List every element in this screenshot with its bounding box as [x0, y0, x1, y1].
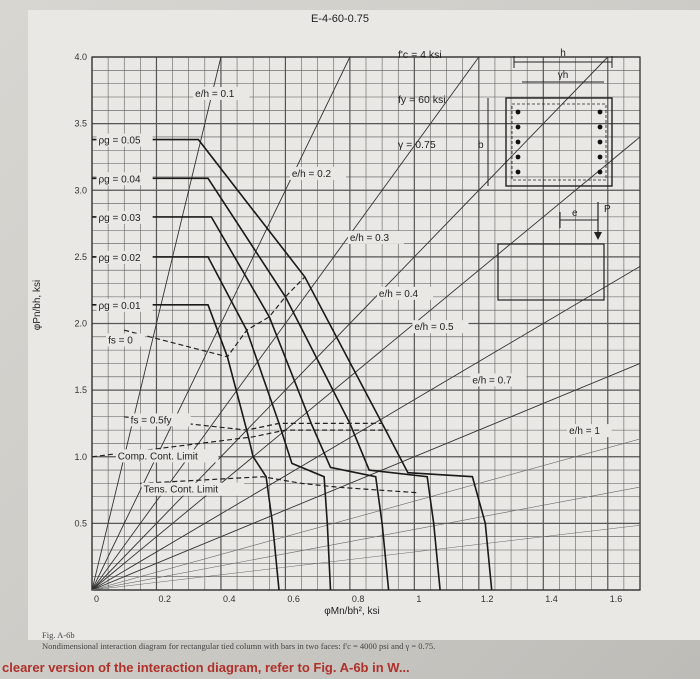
- rho-label-2: ρg = 0.02: [98, 252, 141, 264]
- fy-property: fy = 60 ksi: [398, 94, 446, 106]
- chart-title: E-4-60-0.75: [310, 13, 370, 25]
- y-tick-label: 0.5: [74, 518, 87, 529]
- bar-right: [598, 155, 603, 160]
- x-axis-label: φMn/bh², ksi: [324, 606, 380, 617]
- h-dimension-label: h: [560, 48, 566, 59]
- bar-right: [598, 125, 603, 130]
- caption-text: Nondimensional interaction diagram for rectangular tied column with bars in two faces: f'c = 4000 psi and γ = 0.75.: [42, 641, 436, 651]
- bar-right: [598, 110, 603, 115]
- x-tick-label: 0.8: [351, 594, 365, 604]
- x-tick-label: 0.6: [287, 594, 300, 604]
- bar-left: [516, 140, 521, 145]
- x-tick-label: 1.4: [545, 594, 558, 604]
- x-tick-label: 0: [94, 594, 100, 604]
- rho-label-3: ρg = 0.03: [98, 212, 141, 224]
- notice-banner: clearer version of the interaction diagram, refer to Fig. A-6b in W...: [2, 660, 410, 675]
- bar-left: [516, 170, 521, 175]
- ecc-label-7: e/h = 1: [569, 426, 600, 438]
- rho-label-5: ρg = 0.05: [98, 135, 141, 147]
- y-tick-label: 4.0: [74, 52, 87, 62]
- caption-label: Fig. A-6b: [42, 630, 75, 640]
- ecc-label-2: e/h = 0.2: [291, 168, 332, 180]
- bar-left: [516, 125, 521, 130]
- gamma-h-dimension-label: γh: [557, 70, 569, 81]
- ecc-label-4: e/h = 0.4: [378, 288, 419, 300]
- fs05-label: fs = 0.5fy: [130, 415, 172, 427]
- x-tick-label: 1: [416, 594, 422, 604]
- y-tick-label: 1.0: [74, 451, 87, 462]
- fs0-label: fs = 0: [108, 335, 133, 347]
- bar-right: [598, 170, 603, 175]
- figure-caption: [42, 630, 682, 652]
- bar-left: [516, 155, 521, 160]
- bar-right: [598, 140, 603, 145]
- ecc-label-3: e/h = 0.3: [349, 232, 390, 244]
- gamma-property: γ = 0.75: [398, 139, 436, 151]
- fc-property: f'c = 4 ksi: [398, 49, 442, 61]
- paper-sheet: [28, 10, 700, 640]
- chart-grid: [92, 57, 640, 590]
- p-load-label: P: [604, 204, 611, 215]
- e-dimension-label: e: [572, 208, 578, 219]
- rho-label-4: ρg = 0.04: [98, 174, 141, 186]
- y-tick-label: 3.5: [74, 118, 87, 129]
- x-tick-label: 0.4: [222, 594, 236, 604]
- y-axis-label: φPn/bh, ksi: [32, 279, 43, 331]
- b-dimension-label: b: [478, 140, 484, 151]
- ecc-label-1: e/h = 0.1: [195, 88, 235, 100]
- ecc-label-5: e/h = 0.5: [414, 322, 454, 334]
- bar-left: [516, 110, 521, 115]
- x-tick-label: 1.2: [480, 594, 494, 604]
- tens-cont-limit-label: Tens. Cont. Limit: [143, 484, 219, 496]
- y-tick-label: 2.5: [74, 251, 87, 262]
- x-tick-label: 1.6: [609, 594, 623, 604]
- comp-cont-limit-label: Comp. Cont. Limit: [117, 451, 198, 463]
- rho-label-1: ρg = 0.01: [98, 300, 141, 312]
- x-tick-label: 0.2: [158, 594, 171, 604]
- y-tick-label: 2.0: [74, 318, 87, 329]
- ecc-label-6: e/h = 0.7: [472, 375, 512, 387]
- y-tick-label: 1.5: [74, 385, 87, 396]
- y-tick-label: 3.0: [74, 185, 87, 196]
